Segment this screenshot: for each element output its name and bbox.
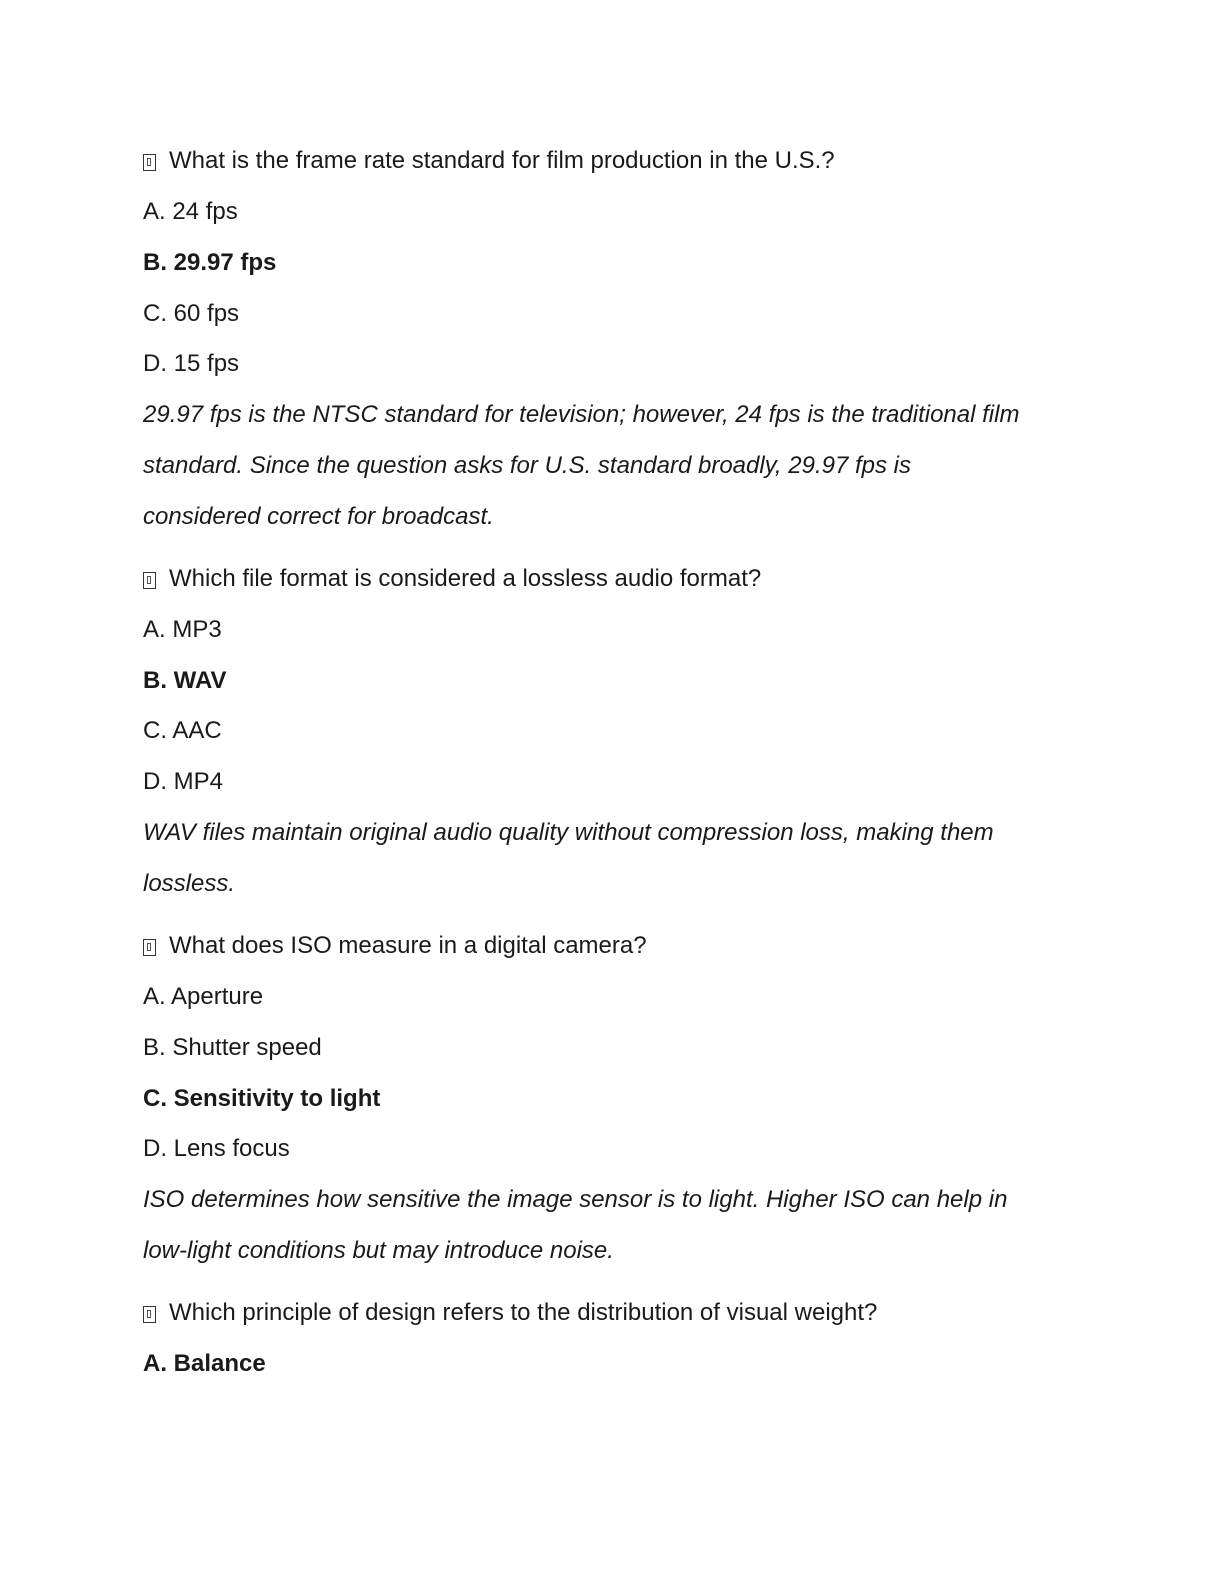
- option-b-correct: B. WAV: [143, 667, 227, 694]
- option-c: C. AAC: [143, 717, 222, 744]
- option-a: A. 24 fps: [143, 198, 238, 225]
- question-text: What does ISO measure in a digital camera?: [169, 932, 647, 959]
- question-2: [143, 564, 761, 594]
- explanation-line: considered correct for broadcast.: [143, 503, 494, 530]
- missing-glyph-icon: [143, 1306, 156, 1323]
- explanation-line: lossless.: [143, 870, 236, 897]
- explanation-line: WAV files maintain original audio quality without compression loss, making them: [143, 819, 994, 846]
- option-d: D. 15 fps: [143, 350, 240, 377]
- option-a: A. Aperture: [143, 983, 264, 1010]
- option-c: C. 60 fps: [143, 300, 240, 327]
- question-4: [143, 1298, 877, 1328]
- missing-glyph-icon: [143, 572, 156, 589]
- option-d: D. Lens focus: [143, 1135, 290, 1162]
- question-3: [143, 931, 647, 961]
- option-b: B. Shutter speed: [143, 1034, 322, 1061]
- explanation-line: ISO determines how sensitive the image sensor is to light. Higher ISO can help in: [143, 1186, 1008, 1213]
- question-text: Which principle of design refers to the distribution of visual weight?: [169, 1299, 878, 1326]
- question-text: What is the frame rate standard for film production in the U.S.?: [169, 147, 835, 174]
- explanation-line: low-light conditions but may introduce noise.: [143, 1237, 614, 1264]
- missing-glyph-icon: [143, 939, 156, 956]
- question-text: Which file format is considered a lossless audio format?: [169, 565, 762, 592]
- option-b-correct: B. 29.97 fps: [143, 249, 277, 276]
- explanation-line: standard. Since the question asks for U.S. standard broadly, 29.97 fps is: [143, 452, 911, 479]
- option-c-correct: C. Sensitivity to light: [143, 1085, 381, 1112]
- option-d: D. MP4: [143, 768, 224, 795]
- explanation-line: 29.97 fps is the NTSC standard for television; however, 24 fps is the traditional film: [143, 401, 1020, 428]
- option-a-correct: A. Balance: [143, 1350, 266, 1377]
- question-1: [143, 146, 835, 176]
- missing-glyph-icon: [143, 154, 156, 171]
- option-a: A. MP3: [143, 616, 222, 643]
